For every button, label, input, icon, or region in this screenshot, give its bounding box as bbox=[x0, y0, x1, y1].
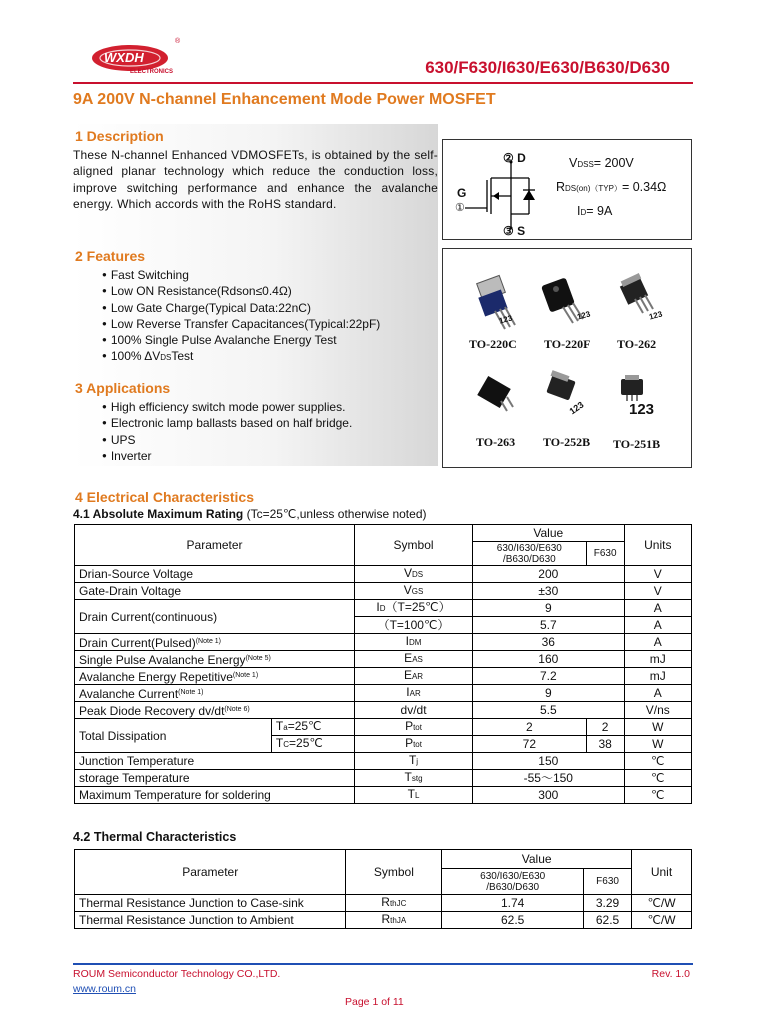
gate-label: G bbox=[457, 186, 467, 200]
symbol-sub: thJC bbox=[389, 899, 407, 908]
col-header-value: Value bbox=[472, 525, 624, 542]
page-title: 9A 200V N-channel Enhancement Mode Power MOSFET bbox=[73, 91, 496, 108]
symbol-cell bbox=[355, 583, 473, 600]
list-item: ● Fast Switching bbox=[102, 267, 380, 283]
param-text: Avalanche Current bbox=[79, 686, 179, 701]
rds-subscript: DS(on) bbox=[565, 184, 591, 193]
to263-package-icon bbox=[477, 376, 513, 411]
pin-numbers: 123 bbox=[629, 401, 655, 418]
vdss-value: = 200V bbox=[593, 156, 634, 170]
condition-text: （T=25℃） bbox=[385, 600, 451, 614]
symbol-main: T bbox=[404, 770, 412, 784]
value-cell: 3.29 bbox=[584, 895, 632, 912]
value-cell: 62.5 bbox=[442, 912, 584, 929]
symbol-sub: AS bbox=[412, 655, 423, 664]
applications-heading: 3 Applications bbox=[75, 380, 171, 396]
unit-cell: mJ bbox=[624, 651, 691, 668]
symbol-sub: DM bbox=[408, 638, 422, 647]
col-header-parameter: Parameter bbox=[75, 525, 355, 566]
unit-cell: V bbox=[624, 583, 691, 600]
symbol-main: V bbox=[403, 566, 412, 580]
package-label: TO-263 bbox=[476, 435, 516, 449]
table-row bbox=[75, 719, 692, 736]
col-header-variant-1: 630/I630/E630 /B630/D630 bbox=[472, 542, 586, 566]
symbol-sub: L bbox=[414, 791, 420, 800]
list-item: ● 100% Single Pulse Avalanche Energy Test bbox=[102, 332, 380, 348]
col-header-variant-2: F630 bbox=[586, 542, 624, 566]
value-cell: 150 bbox=[472, 753, 624, 770]
param-cell: Drain Current(continuous) bbox=[75, 600, 355, 634]
unit-cell: A bbox=[624, 634, 691, 651]
table-row bbox=[75, 583, 692, 600]
value-cell: 5.7 bbox=[472, 617, 624, 634]
list-item: ● Inverter bbox=[102, 448, 352, 464]
symbol-cell bbox=[355, 719, 473, 736]
package-label: TO-220C bbox=[469, 337, 517, 351]
table-row bbox=[75, 600, 692, 617]
rds-typ: （TYP） bbox=[590, 184, 622, 193]
symbol-cell bbox=[355, 566, 473, 583]
symbol-sub: j bbox=[416, 757, 419, 766]
unit-cell: V bbox=[624, 566, 691, 583]
page-number: Page 1 of 11 bbox=[345, 996, 404, 1008]
param-cell: storage Temperature bbox=[75, 770, 355, 787]
symbol-main: E bbox=[404, 651, 413, 665]
gate-pin-label: ① bbox=[455, 202, 465, 214]
pin-numbers: 123 bbox=[648, 309, 664, 322]
unit-cell: ℃/W bbox=[632, 895, 692, 912]
symbol-main: R bbox=[381, 912, 391, 926]
cond-main: T bbox=[275, 719, 284, 733]
value-cell: 200 bbox=[472, 566, 624, 583]
note-ref: (Note 1) bbox=[232, 671, 259, 679]
value-cell: ±30 bbox=[472, 583, 624, 600]
value-cell: 300 bbox=[472, 787, 624, 804]
symbol-cell bbox=[355, 787, 473, 804]
rds-value: = 0.34Ω bbox=[621, 180, 667, 194]
param-cell bbox=[75, 685, 355, 702]
thermal-table bbox=[74, 849, 692, 929]
cond-value: =25℃ bbox=[289, 736, 323, 750]
symbol-main: I bbox=[405, 634, 409, 648]
param-cell: Total Dissipation bbox=[75, 719, 272, 753]
packages-box bbox=[442, 248, 692, 468]
list-item: ● Electronic lamp ballasts based on half bridge. bbox=[102, 415, 352, 431]
table-row bbox=[75, 895, 692, 912]
unit-cell: W bbox=[624, 736, 691, 753]
value-cell: 5.5 bbox=[472, 702, 624, 719]
symbol-main: V bbox=[403, 583, 412, 597]
param-cell bbox=[75, 668, 355, 685]
dv-prefix: 100% ΔV bbox=[110, 349, 161, 364]
symbol-sub: AR bbox=[409, 689, 421, 698]
symbol-cell bbox=[355, 651, 473, 668]
list-item: ● UPS bbox=[102, 432, 352, 448]
param-cell: Thermal Resistance Junction to Ambient bbox=[75, 912, 346, 929]
table-row bbox=[75, 685, 692, 702]
value-cell: 160 bbox=[472, 651, 624, 668]
package-label: TO-251B bbox=[613, 437, 661, 451]
package-label: TO-262 bbox=[617, 337, 657, 351]
part-numbers: 630/F630/I630/E630/B630/D630 bbox=[425, 58, 670, 77]
features-list bbox=[102, 267, 380, 367]
symbol-cell bbox=[355, 753, 473, 770]
symbol-cell bbox=[346, 912, 442, 929]
list-item bbox=[102, 348, 380, 366]
id-symbol: I bbox=[577, 204, 581, 218]
unit-cell: ℃ bbox=[624, 787, 691, 804]
symbol-main: T bbox=[408, 753, 417, 767]
value-cell: 36 bbox=[472, 634, 624, 651]
cond-sub: a bbox=[283, 723, 288, 732]
condition-cell bbox=[271, 736, 354, 753]
col-header-symbol: Symbol bbox=[355, 525, 473, 566]
vdss-spec bbox=[569, 156, 634, 170]
param-cell bbox=[75, 702, 355, 719]
symbol-cell bbox=[355, 668, 473, 685]
unit-cell: ℃/W bbox=[632, 912, 692, 929]
symbol-main: P bbox=[405, 719, 414, 733]
symbol-sub: GS bbox=[411, 587, 424, 596]
cond-sub: C bbox=[283, 740, 290, 749]
table-row bbox=[75, 702, 692, 719]
unit-cell: mJ bbox=[624, 668, 691, 685]
symbol-cell bbox=[355, 600, 473, 617]
rds-symbol: R bbox=[556, 180, 566, 194]
logo-subtext: ELECTRONICS bbox=[130, 69, 174, 75]
symbol-sub: thJA bbox=[390, 916, 407, 925]
package-label: TO-252B bbox=[543, 435, 591, 449]
logo-registered: ® bbox=[175, 38, 181, 45]
symbol-sub: D bbox=[379, 604, 386, 613]
symbol-main: E bbox=[403, 668, 412, 682]
col-header-value: Value bbox=[442, 850, 632, 869]
unit-cell: A bbox=[624, 617, 691, 634]
note-ref: (Note 6) bbox=[224, 705, 250, 713]
value-cell: -55～150 bbox=[472, 770, 624, 787]
condition-cell bbox=[271, 719, 354, 736]
param-cell: Gate-Drain Voltage bbox=[75, 583, 355, 600]
package-label: TO-220F bbox=[544, 337, 591, 351]
symbol-cell bbox=[355, 770, 473, 787]
symbol-sub: AR bbox=[411, 672, 424, 681]
unit-cell: V/ns bbox=[624, 702, 691, 719]
to251b-package-icon bbox=[621, 375, 643, 401]
source-label: ③ S bbox=[503, 224, 526, 238]
list-item: ● High efficiency switch mode power supplies. bbox=[102, 399, 352, 415]
value-cell: 72 bbox=[472, 736, 586, 753]
cond-main: T bbox=[275, 736, 284, 750]
symbol-cell bbox=[355, 634, 473, 651]
symbol-main: R bbox=[381, 895, 390, 909]
unit-cell: A bbox=[624, 685, 691, 702]
value-cell: 2 bbox=[586, 719, 624, 736]
param-text: Single Pulse Avalanche Energy bbox=[79, 652, 246, 667]
value-cell: 38 bbox=[586, 736, 624, 753]
symbol-sub: tot bbox=[413, 723, 422, 732]
id-spec bbox=[577, 204, 612, 218]
table-row bbox=[75, 566, 692, 583]
electrical-heading: 4 Electrical Characteristics bbox=[75, 489, 254, 505]
param-cell bbox=[75, 634, 355, 651]
pin-numbers: 123 bbox=[576, 309, 592, 322]
param-cell: Drian-Source Voltage bbox=[75, 566, 355, 583]
col-header-variant-1: 630/I630/E630 /B630/D630 bbox=[442, 869, 584, 895]
table-row bbox=[75, 753, 692, 770]
thermal-heading: 4.2 Thermal Characteristics bbox=[73, 830, 237, 844]
footer-rule bbox=[73, 963, 693, 965]
col-header-variant-2: F630 bbox=[584, 869, 632, 895]
value-cell: 62.5 bbox=[584, 912, 632, 929]
dv-subscript: DS bbox=[160, 353, 172, 363]
table-row bbox=[75, 668, 692, 685]
col-header-unit: Unit bbox=[632, 850, 692, 895]
unit-cell: ℃ bbox=[624, 753, 691, 770]
rds-spec bbox=[556, 180, 666, 194]
table-row bbox=[75, 770, 692, 787]
param-cell: Thermal Resistance Junction to Case-sink bbox=[75, 895, 346, 912]
to252b-package-icon bbox=[546, 370, 575, 400]
symbol-cell bbox=[346, 895, 442, 912]
amr-title: 4.1 Absolute Maximum Rating bbox=[73, 507, 244, 521]
pin-numbers: 123 bbox=[498, 313, 514, 326]
description-heading: 1 Description bbox=[75, 128, 164, 144]
description-text: These N-channel Enhanced VDMOSFETs, is obtained by the self-aligned planar technology which reduce the conduction loss, improve switching performance and enhance the avalanche energy. Which accords with the RoHS standard. bbox=[73, 148, 438, 211]
param-text: Drain Current(Pulsed) bbox=[79, 635, 196, 650]
value-cell: 9 bbox=[472, 600, 624, 617]
list-item: ● Low Gate Charge(Typical Data:22nC) bbox=[102, 300, 380, 316]
amr-subheading bbox=[73, 507, 426, 521]
symbol-sub: stg bbox=[411, 774, 423, 783]
param-cell: Junction Temperature bbox=[75, 753, 355, 770]
table-row bbox=[75, 787, 692, 804]
pin-numbers: 123 bbox=[567, 399, 586, 417]
footer-company: ROUM Semiconductor Technology CO.,LTD. bbox=[73, 968, 281, 980]
to262-package-icon bbox=[620, 273, 653, 313]
symbol-main: I bbox=[406, 685, 410, 699]
col-header-units: Units bbox=[624, 525, 691, 566]
vdss-subscript: DSS bbox=[577, 160, 594, 169]
symbol-sub: tot bbox=[413, 740, 422, 749]
unit-cell: ℃ bbox=[624, 770, 691, 787]
applications-list bbox=[102, 399, 352, 464]
col-header-parameter: Parameter bbox=[75, 850, 346, 895]
value-cell: 9 bbox=[472, 685, 624, 702]
id-value: = 9A bbox=[586, 204, 613, 218]
symbol-cell bbox=[355, 685, 473, 702]
logo-text: WXDH bbox=[104, 50, 144, 65]
value-cell: 1.74 bbox=[442, 895, 584, 912]
table-row bbox=[75, 651, 692, 668]
symbol-main: T bbox=[407, 787, 415, 801]
company-logo bbox=[90, 40, 182, 80]
param-cell: Maximum Temperature for soldering bbox=[75, 787, 355, 804]
col-header-symbol: Symbol bbox=[346, 850, 442, 895]
amr-note: (Tc=25℃,unless otherwise noted) bbox=[243, 507, 427, 521]
table-row bbox=[75, 634, 692, 651]
table-row bbox=[75, 912, 692, 929]
unit-cell: A bbox=[624, 600, 691, 617]
drain-label: ② D bbox=[503, 151, 526, 165]
symbol-sub: DS bbox=[411, 570, 424, 579]
unit-cell: W bbox=[624, 719, 691, 736]
note-ref: (Note 5) bbox=[245, 654, 271, 662]
vdss-symbol: V bbox=[569, 156, 578, 170]
symbol-main: I bbox=[376, 600, 380, 614]
features-heading: 2 Features bbox=[75, 248, 146, 264]
param-text: Avalanche Energy Repetitive bbox=[79, 669, 233, 684]
footer-website-link[interactable]: www.roum.cn bbox=[73, 983, 137, 995]
value-cell: 2 bbox=[472, 719, 586, 736]
list-item: ● Low Reverse Transfer Capacitances(Typical:22pF) bbox=[102, 316, 380, 332]
symbol-cell bbox=[355, 736, 473, 753]
value-cell: 7.2 bbox=[472, 668, 624, 685]
cond-value: =25℃ bbox=[287, 719, 322, 733]
symbol-cell: dv/dt bbox=[355, 702, 473, 719]
header-rule bbox=[73, 82, 693, 84]
note-ref: (Note 1) bbox=[195, 637, 222, 645]
param-cell bbox=[75, 651, 355, 668]
condition-text: （T=100℃） bbox=[355, 617, 473, 634]
absolute-max-rating-table bbox=[74, 524, 692, 804]
footer-revision: Rev. 1.0 bbox=[651, 968, 690, 980]
note-ref: (Note 1) bbox=[178, 688, 204, 696]
symbol-main: P bbox=[405, 736, 414, 750]
param-text: Peak Diode Recovery dv/dt bbox=[79, 703, 225, 718]
id-subscript: D bbox=[580, 208, 587, 217]
dv-suffix: Test bbox=[171, 349, 194, 364]
mosfet-symbol-box bbox=[442, 139, 692, 240]
list-item: ● Low ON Resistance(Rdson≤0.4Ω) bbox=[102, 283, 380, 299]
